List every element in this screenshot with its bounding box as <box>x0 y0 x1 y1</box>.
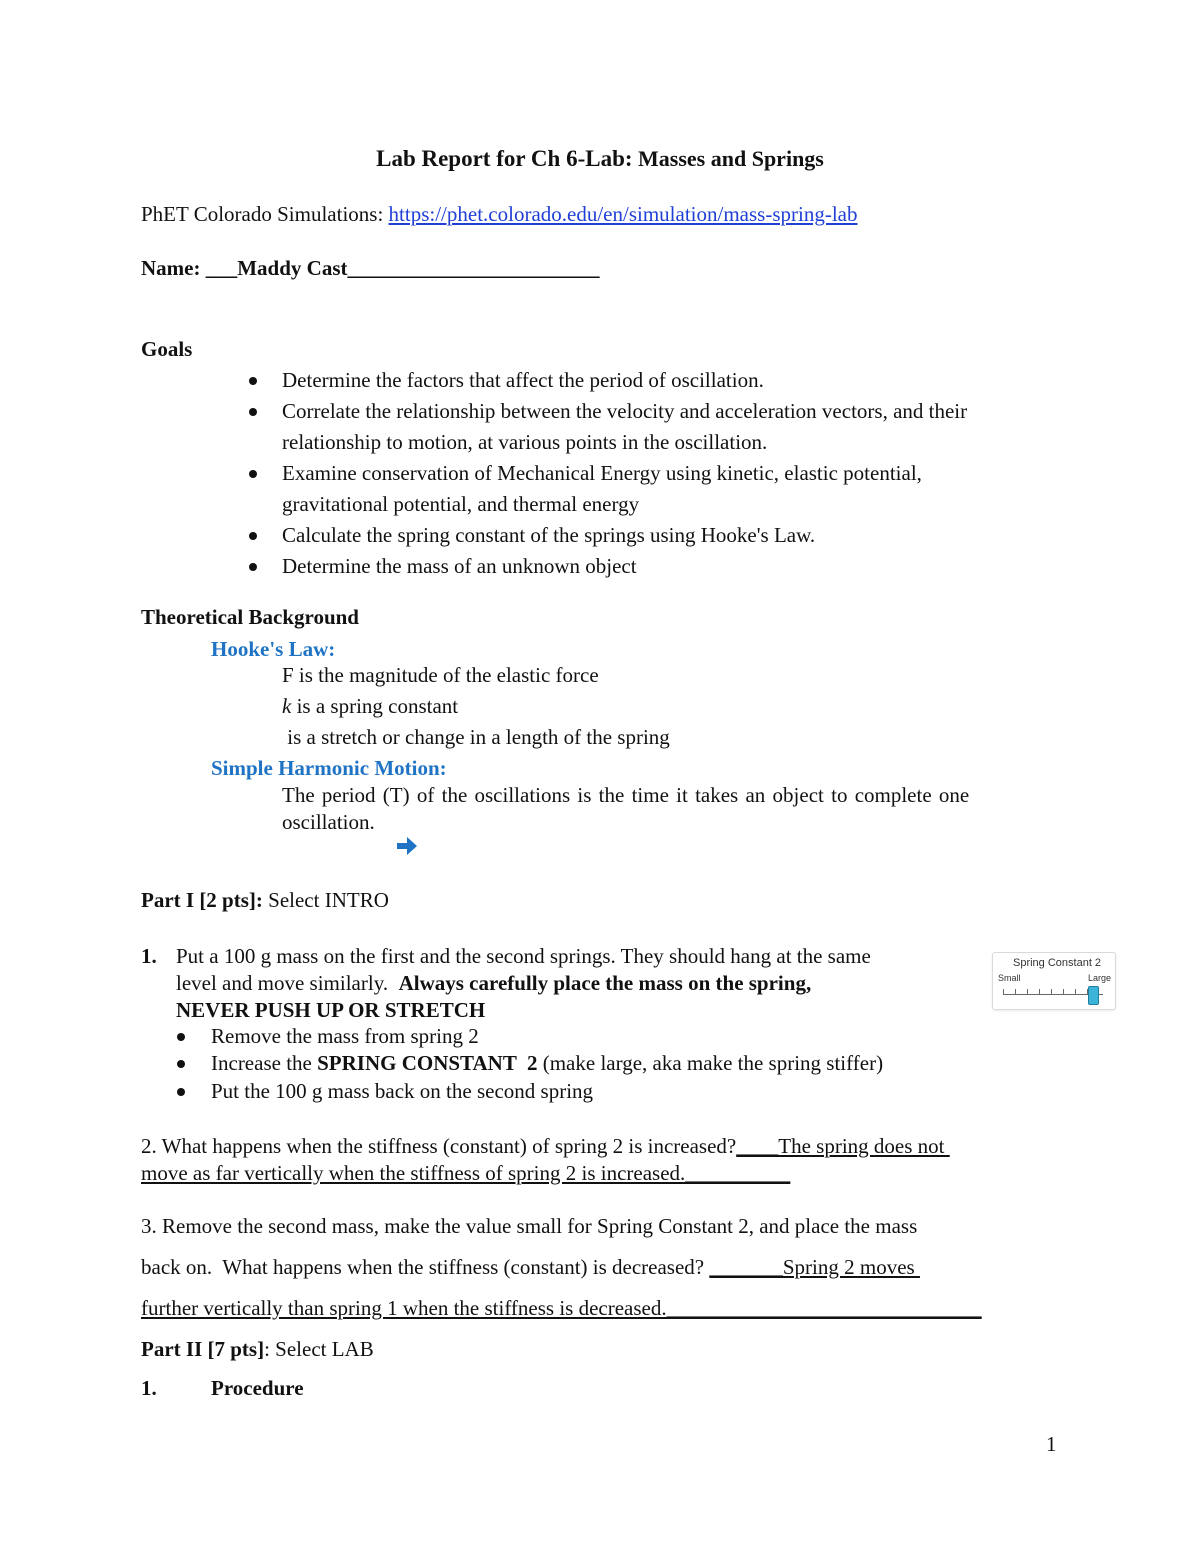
sub-item-text: (make large, aka make the spring stiffer) <box>537 1051 884 1075</box>
bullet-icon <box>249 470 257 478</box>
spring-constant-slider-image <box>992 952 1116 1010</box>
arrow-right-icon <box>395 835 419 857</box>
goals-heading: Goals <box>141 337 193 361</box>
bullet-icon <box>177 1033 185 1041</box>
q1-plain: level and move similarly. <box>176 971 399 995</box>
q3-answer-cont: further vertically than spring 1 when the stiffness is decreased.______________________________ <box>141 1296 982 1320</box>
shm-line: oscillation. <box>282 810 375 834</box>
procedure-number: 1. <box>141 1376 157 1400</box>
goal-item-cont: relationship to motion, at various points in the oscillation. <box>282 430 768 454</box>
goal-item: Examine conservation of Mechanical Energy using kinetic, elastic potential, <box>282 461 922 485</box>
bullet-icon <box>249 377 257 385</box>
shm-line: The period (T) of the oscillations is the time it takes an object to complete one <box>282 783 970 807</box>
q3-line <box>141 1255 920 1280</box>
q1-line: Put a 100 g mass on the first and the second springs. They should hang at the same <box>176 944 871 968</box>
hookes-line <box>282 694 458 719</box>
part2-heading-bold: Part II [7 pts] <box>141 1337 265 1361</box>
bullet-icon <box>249 532 257 540</box>
slider-tick <box>1051 989 1052 994</box>
k-symbol: k <box>282 694 292 718</box>
q2-line <box>141 1134 950 1159</box>
title-bold: Lab Report for Ch 6-Lab: <box>376 146 633 171</box>
name-label: Name: <box>141 256 206 280</box>
slider-tick <box>1027 989 1028 994</box>
hookes-heading: Hooke's Law: <box>211 637 336 661</box>
q1-bold: Always carefully place the mass on the spring, <box>398 971 812 995</box>
part1-heading <box>141 888 389 913</box>
procedure-heading: Procedure <box>211 1376 304 1400</box>
q2-question: 2. What happens when the stiffness (constant) of spring 2 is increased? <box>141 1134 737 1158</box>
goal-item: Determine the factors that affect the period of oscillation. <box>282 368 764 392</box>
page-number: 1 <box>1046 1432 1057 1456</box>
hookes-k-text: is a spring constant <box>291 694 459 718</box>
slider-tick <box>1015 989 1016 994</box>
page-title <box>0 145 1200 173</box>
bullet-icon <box>177 1060 185 1068</box>
q2-answer-cont: move as far vertically when the stiffness of spring 2 is increased.__________ <box>141 1161 791 1185</box>
q1-warning: NEVER PUSH UP OR STRETCH <box>176 998 486 1022</box>
hookes-line: F is the magnitude of the elastic force <box>282 663 599 687</box>
sub-item: Put the 100 g mass back on the second spring <box>211 1079 594 1103</box>
q3-question: back on. What happens when the stiffness (constant) is decreased? <box>141 1255 710 1279</box>
slider-title: Spring Constant 2 <box>1013 957 1102 969</box>
q3-line: 3. Remove the second mass, make the value small for Spring Constant 2, and place the mass <box>141 1214 918 1238</box>
q2-answer: ____The spring does not <box>736 1134 950 1158</box>
goal-item-cont: gravitational potential, and thermal energy <box>282 492 640 516</box>
part1-heading-rest: Select INTRO <box>262 888 389 912</box>
bullet-icon <box>249 563 257 571</box>
q3-answer: _______Spring 2 moves <box>709 1255 920 1279</box>
slider-tick <box>1063 989 1064 994</box>
hookes-line: is a stretch or change in a length of the spring <box>282 725 670 749</box>
q1-line <box>176 971 811 996</box>
slider-thumb <box>1088 986 1099 1005</box>
name-line <box>141 256 600 281</box>
bullet-icon <box>177 1088 185 1096</box>
part2-heading <box>141 1337 374 1362</box>
phet-label: PhET Colorado Simulations: <box>141 202 389 226</box>
shm-heading: Simple Harmonic Motion: <box>211 756 447 780</box>
part1-heading-bold: Part I [2 pts]: <box>141 888 263 912</box>
goal-item: Correlate the relationship between the velocity and acceleration vectors, and their <box>282 399 968 423</box>
title-rest: Masses and Springs <box>638 146 824 171</box>
part2-heading-rest: : Select LAB <box>264 1337 374 1361</box>
sub-item-text: Increase the <box>211 1051 318 1075</box>
sub-item: Remove the mass from spring 2 <box>211 1024 479 1048</box>
slider-tick <box>1003 989 1004 994</box>
slider-large-label: Large <box>1087 973 1111 983</box>
slider-tick <box>1075 989 1076 994</box>
q1-number: 1. <box>141 944 157 968</box>
bullet-icon <box>249 408 257 416</box>
goal-item: Determine the mass of an unknown object <box>282 554 637 578</box>
name-value: ___Maddy Cast________________________ <box>205 256 600 280</box>
sub-item-bold: SPRING CONSTANT 2 <box>317 1051 538 1075</box>
goal-item: Calculate the spring constant of the springs using Hooke's Law. <box>282 523 816 547</box>
phet-line <box>141 202 857 227</box>
slider-small-label: Small <box>998 973 1021 983</box>
sub-item <box>211 1051 883 1076</box>
phet-link[interactable]: https://phet.colorado.edu/en/simulation/mass-spring-lab <box>388 202 858 226</box>
slider-tick <box>1039 989 1040 994</box>
background-heading: Theoretical Background <box>141 605 359 629</box>
